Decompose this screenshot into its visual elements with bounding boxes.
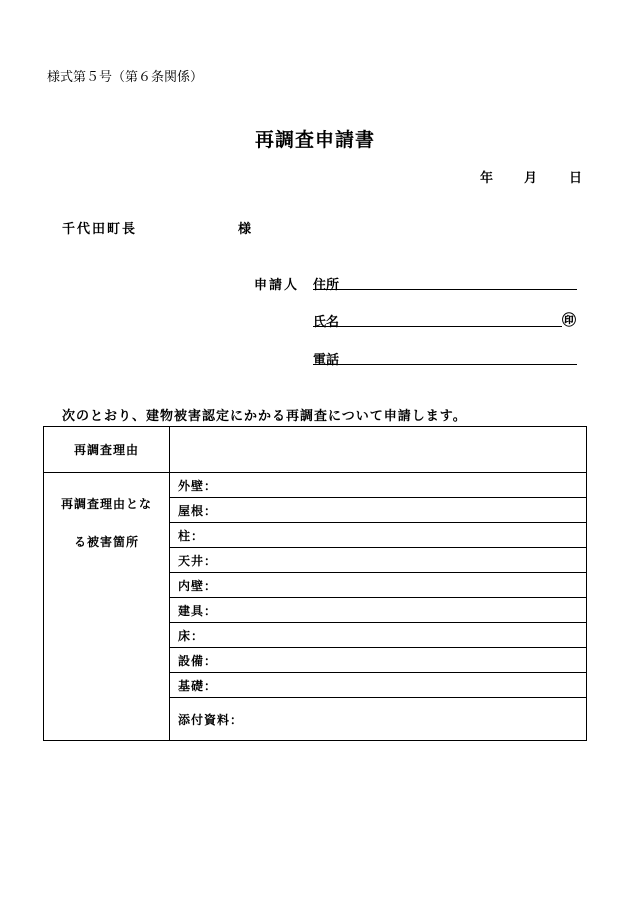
damage-label-line-1: 再調査理由とな	[60, 497, 152, 511]
name-field[interactable]	[313, 326, 562, 327]
address-label: 住所	[313, 278, 340, 293]
damage-item-ceiling[interactable]: 天井：	[170, 548, 587, 573]
addressee-honorific: 様	[238, 222, 252, 237]
address-field[interactable]	[313, 289, 577, 290]
damage-item-outer-wall[interactable]: 外壁：	[170, 473, 587, 498]
date-day-label: 日	[569, 171, 583, 186]
phone-label: 電話	[313, 353, 340, 368]
name-label: 氏名	[313, 315, 340, 330]
seal-mark: ㊞	[562, 313, 576, 329]
reason-input-cell[interactable]	[170, 427, 587, 473]
damage-item-attachments[interactable]: 添付資料：	[170, 698, 587, 741]
reason-label: 再調査理由	[44, 427, 170, 473]
page-title: 再調査申請書	[254, 129, 375, 151]
damage-item-foundation[interactable]: 基礎：	[170, 673, 587, 698]
phone-field[interactable]	[313, 364, 577, 365]
addressee-name: 千代田町長	[62, 222, 138, 237]
intro-text: 次のとおり、建物被害認定にかかる再調査について申請します。	[62, 409, 467, 424]
applicant-label: 申請人	[254, 278, 300, 293]
form-number: 様式第５号（第６条関係）	[47, 70, 204, 85]
damage-item-pillar[interactable]: 柱：	[170, 523, 587, 548]
damage-label-line-2: る被害箇所	[73, 535, 139, 549]
damage-item-fittings[interactable]: 建具：	[170, 598, 587, 623]
damage-item-floor[interactable]: 床：	[170, 623, 587, 648]
damage-location-label	[44, 473, 170, 741]
date-month-label: 月	[524, 171, 538, 186]
damage-item-equipment[interactable]: 設備：	[170, 648, 587, 673]
damage-item-roof[interactable]: 屋根：	[170, 498, 587, 523]
application-table	[43, 426, 587, 741]
damage-item-inner-wall[interactable]: 内壁：	[170, 573, 587, 598]
date-year-label: 年	[480, 171, 494, 186]
